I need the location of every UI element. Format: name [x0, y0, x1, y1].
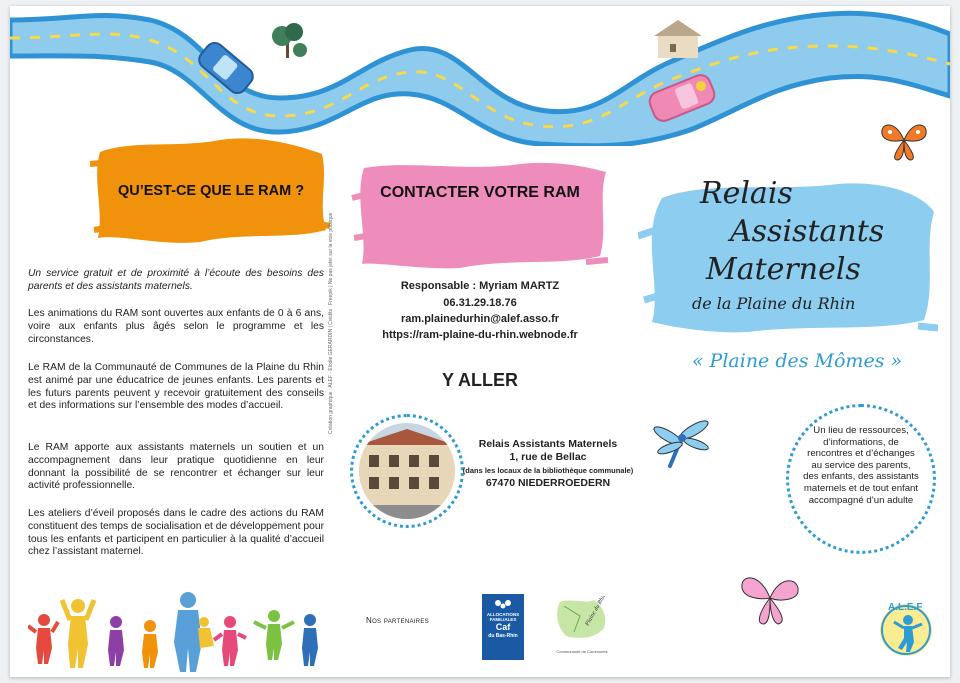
caf-family-icon: [492, 598, 514, 612]
building-photo: [359, 423, 455, 519]
communaute-label: Communauté de Communes: [556, 649, 608, 654]
child-icon: [28, 614, 58, 664]
info-circle-text: Un lieu de ressources, d’informations, de rencontres et d’échanges au service des parents, des enfants, des assistants maternels et de tout enfant accompagné d’un adulte: [803, 425, 919, 506]
ram-intro: Un service gratuit et de proximité à l’écoute des besoins des parents et des assistants maternels.: [28, 268, 324, 292]
caf-line2: du Bas-Rhin: [488, 633, 518, 639]
child-icon: [62, 599, 94, 668]
cover-title-1: Relais: [700, 176, 793, 211]
orange-butterfly-icon: [878, 116, 930, 164]
adult-icon: [174, 592, 202, 672]
pink-brush-shape: [350, 158, 610, 270]
communaute-map-text: Plaine du Rhin: [584, 596, 608, 627]
caf-brand: Caf: [495, 622, 511, 632]
cover-subtitle: de la Plaine du Rhin: [692, 294, 856, 313]
caf-line1: ALLOCATIONS FAMILIALES: [486, 612, 520, 622]
directions-name: Relais Assistants Maternels: [478, 438, 618, 450]
ram-section-title: QU’EST-CE QUE LE RAM ?: [117, 183, 305, 199]
cover-tagline: « Plaine des Mômes »: [691, 350, 903, 372]
info-circle: [786, 404, 936, 554]
alef-logo: [874, 596, 938, 658]
child-icon: [254, 610, 294, 660]
communaute-map-icon: [550, 596, 614, 644]
pink-butterfly-icon: [736, 566, 806, 630]
ram-paragraph-4: Les ateliers d’éveil proposés dans le cadre des actions du RAM constituent des temps de socialisation et de développement pour tous les enfants et participent en particulier à la qualité d’accueil chez l’assistant maternel.: [28, 508, 324, 558]
child-icon: [198, 617, 214, 648]
cover-title-3: Maternels: [706, 252, 861, 287]
caf-logo: [482, 594, 524, 660]
contact-phone[interactable]: 06.31.29.18.76: [443, 297, 517, 309]
ram-paragraph-2: Le RAM de la Communauté de Communes de la Plaine du Rhin est animé par une éducatrice de jeunes enfants. Les parents et les futurs parents peuvent y recevoir gratuitement des conseils et des informations sur l’ensemble des modes d’accueil.: [28, 362, 324, 412]
directions-title: Y ALLER: [441, 370, 518, 390]
ram-paragraph-3: Le RAM apporte aux assistants maternels un soutien et un accompagnement dans leur pratique quotidienne en leur donnant la possibilité de se rencontrer et échanger sur leur activité professionnelle.: [28, 442, 324, 492]
ram-paragraph-1: Les animations du RAM sont ouvertes aux enfants de 0 à 6 ans, voire aux enfants plus âgés selon le programme et les circonstances.: [28, 308, 324, 345]
alef-logo-text: A.L.E.F: [888, 602, 923, 613]
house-icon: [654, 20, 702, 58]
partners-label: Nos partenaires: [366, 616, 429, 625]
child-icon: [142, 620, 158, 668]
contact-responsable: Responsable : Myriam MARTZ: [400, 280, 560, 292]
directions-street: 1, rue de Bellac: [509, 451, 587, 463]
contact-website[interactable]: https://ram-plaine-du-rhin.webnode.fr: [382, 329, 578, 341]
contact-email[interactable]: ram.plainedurhin@alef.asso.fr: [400, 313, 560, 325]
directions-note: (dans les locaux de la bibliothèque communale): [462, 466, 634, 475]
dragonfly-icon: [650, 416, 714, 470]
tree-icon: [272, 23, 307, 58]
contact-title: CONTACTER VOTRE RAM: [380, 184, 580, 201]
child-icon: [302, 614, 318, 666]
directions-city: 67470 NIEDERROEDERN: [485, 477, 611, 489]
child-icon: [214, 616, 246, 666]
brochure-sheet: [10, 6, 950, 677]
communaute-logo: [550, 596, 614, 660]
road-illustration: [10, 6, 950, 146]
building-photo-frame: [350, 414, 464, 528]
cover-title-2: Assistants: [730, 214, 885, 249]
children-illustration: [28, 592, 328, 672]
credits-text: Création graphique : ALEF - Elodie GERARDIN | Crédits : Freepik | Ne pas jeter sur la voie publique: [328, 212, 334, 434]
child-icon: [108, 616, 124, 666]
